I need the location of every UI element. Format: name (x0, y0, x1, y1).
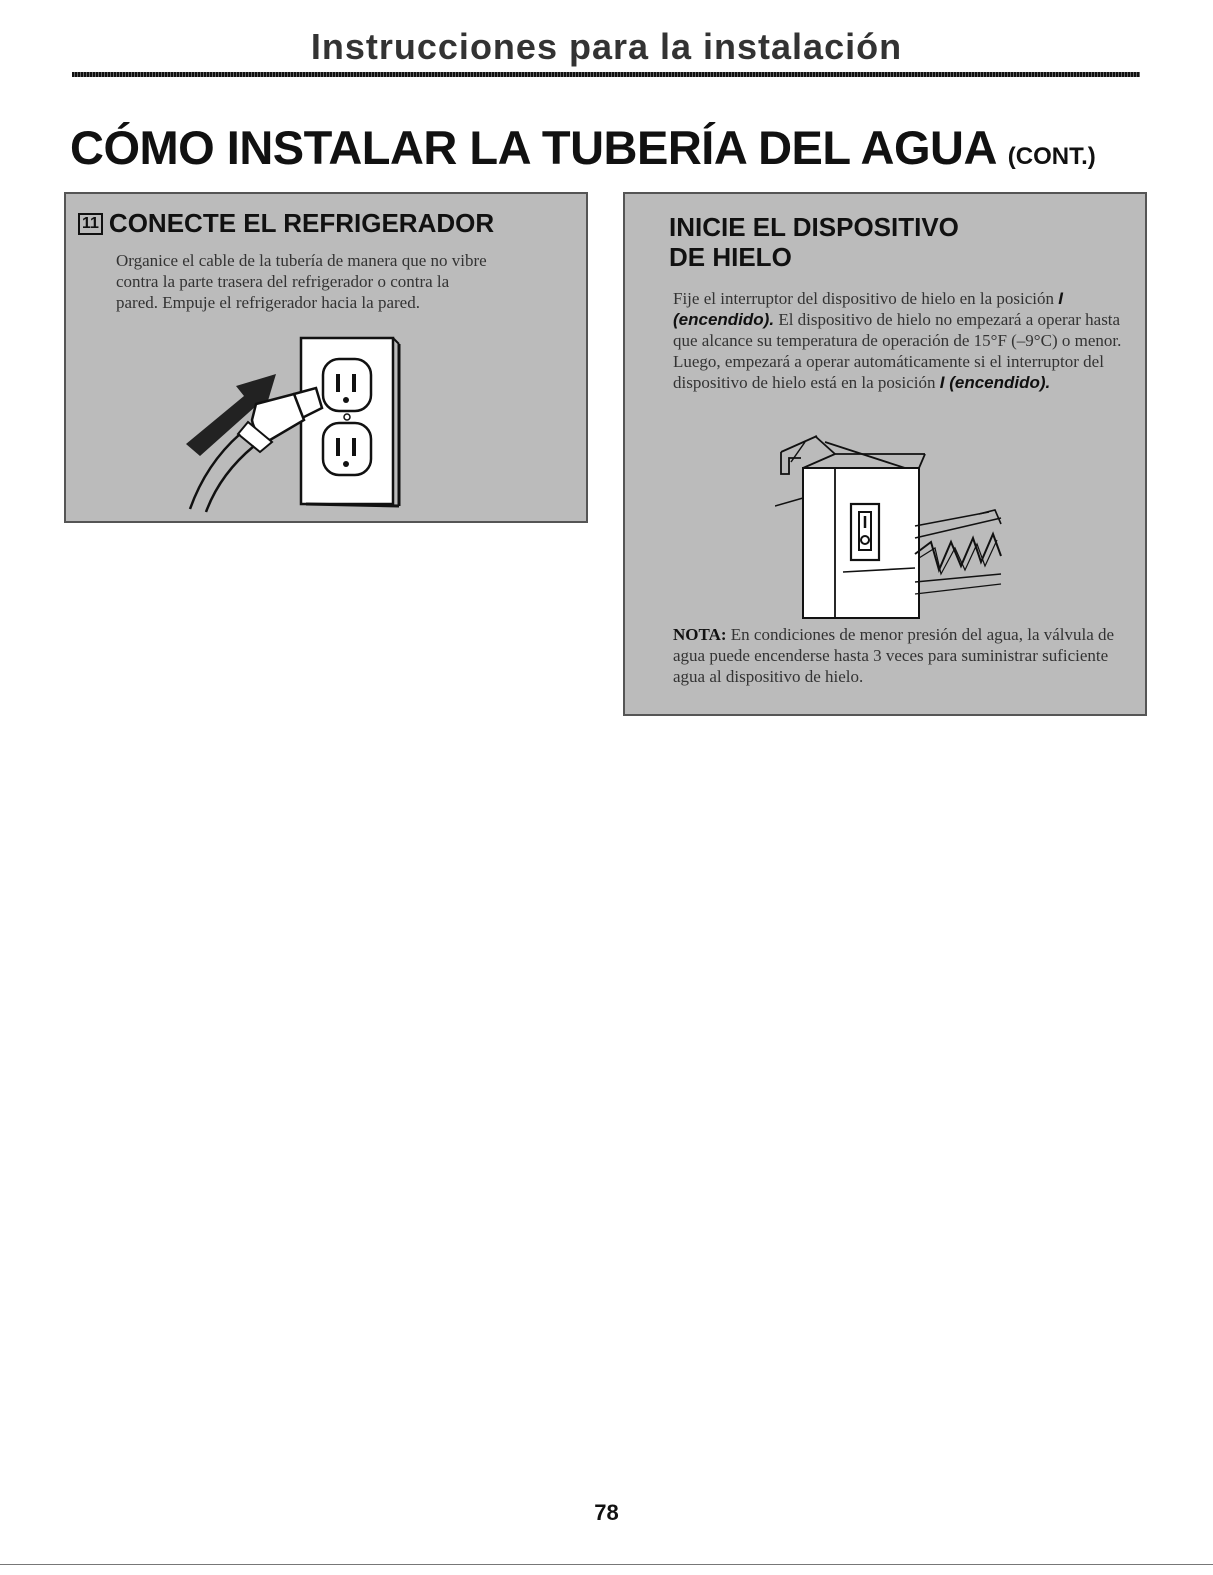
footer-rule (0, 1564, 1213, 1565)
connect-text-line-1: Organice el cable de la tubería de manera que no vibre (116, 251, 487, 270)
start-icemaker-heading (669, 212, 959, 272)
connect-text-line-2: contra la parte trasera del refrigerador o contra la (116, 272, 450, 291)
icemaker-note (673, 624, 1143, 687)
note-text: En condiciones de menor presión del agua, la válvula de agua puede encenderse hasta 3 veces para suministrar suficiente agua al dispositivo de hielo. (673, 625, 1115, 686)
section-title-text: CÓMO INSTALAR LA TUBERÍA DEL AGUA (70, 121, 996, 174)
start-icemaker-box (623, 192, 1147, 716)
plug-outlet-illustration (176, 334, 416, 514)
step-number-badge: 11 (78, 213, 103, 235)
switch-on-emphasis-2: I (encendido). (939, 373, 1051, 392)
section-title (70, 120, 1096, 175)
icemaker-text-part-1: Fije el interruptor del dispositivo de hielo en la posición (673, 289, 1055, 308)
connect-refrigerator-box (64, 192, 588, 523)
connect-refrigerator-heading (78, 208, 494, 238)
page-number: 78 (594, 1500, 619, 1525)
icemaker-switch-illustration (775, 434, 1015, 624)
heading-line-2: DE HIELO (669, 242, 792, 272)
switch-on-emphasis-1: I (encendido). (673, 289, 1063, 329)
start-icemaker-text (673, 288, 1143, 393)
connect-refrigerator-heading-text: CONECTE EL REFRIGERADOR (108, 208, 495, 238)
page-header-title: Instrucciones para la instalación (310, 26, 903, 67)
heading-line-1: INICIE EL DISPOSITIVO (669, 212, 959, 242)
note-label: NOTA: (673, 625, 727, 644)
connect-refrigerator-text (116, 250, 576, 313)
connect-text-line-3: pared. Empuje el refrigerador hacia la pared. (116, 293, 420, 312)
section-title-suffix: (CONT.) (1007, 143, 1096, 170)
icemaker-text-part-2: El dispositivo de hielo no empezará a operar hasta que alcance su temperatura de operación de 15°F (–9°C) o menor. Luego, empezará a operar automáticamente si el interruptor del dispositivo de hielo está en la posición (673, 310, 1122, 392)
header-rule (72, 72, 1140, 77)
